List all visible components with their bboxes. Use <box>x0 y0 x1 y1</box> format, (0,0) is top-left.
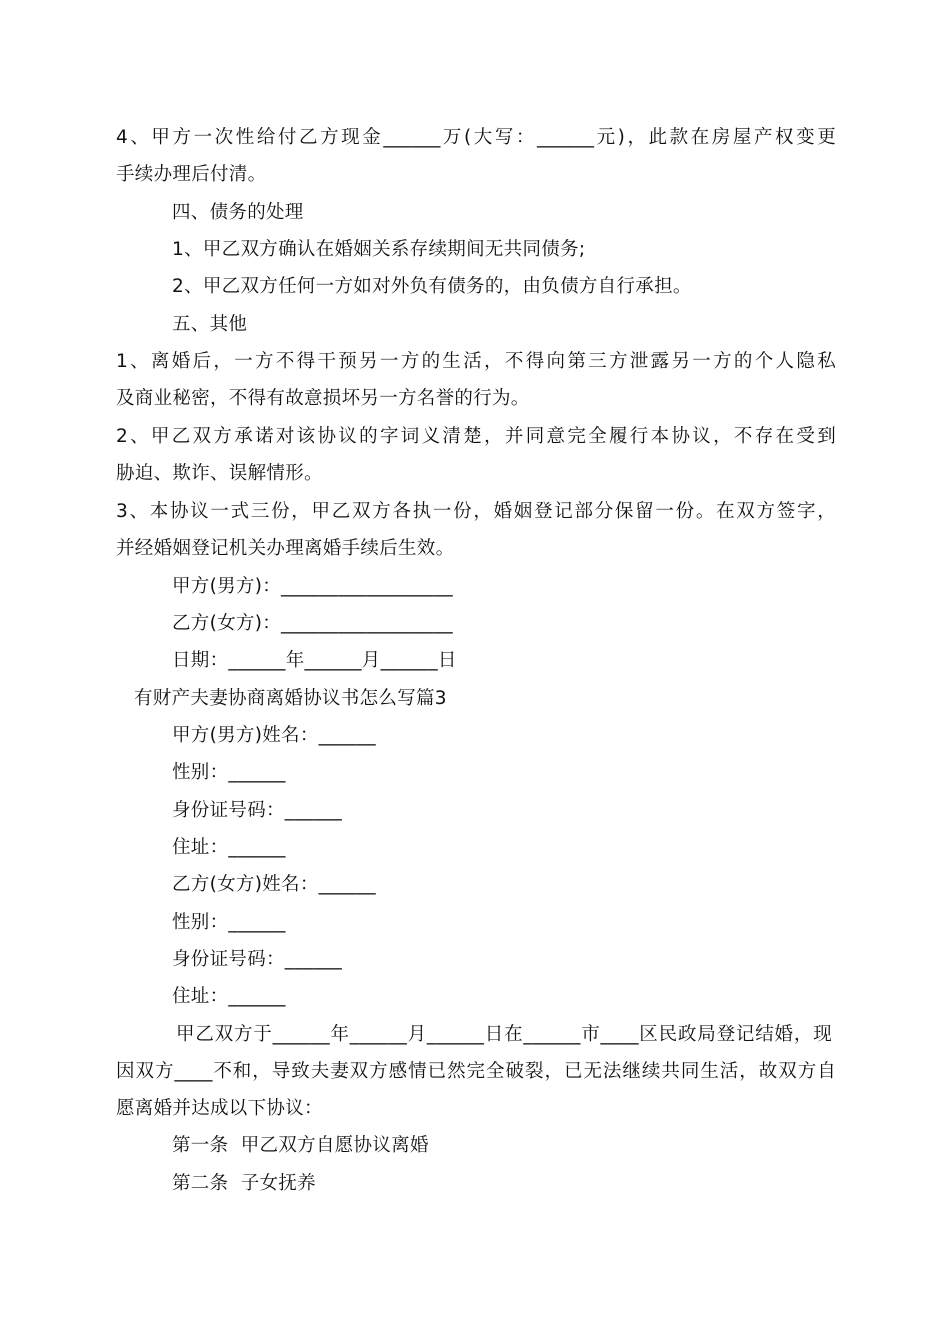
debt-clause-2: 2、甲乙双方任何一方如对外负有债务的，由负债方自行承担。 <box>172 276 692 297</box>
heading-other: 五、其他 <box>172 314 248 335</box>
article-2: 第二条 子女抚养 <box>172 1173 316 1194</box>
other-clause-2-continued: 胁迫、欺诈、误解情形。 <box>116 463 323 484</box>
party-a-address: 住址：______ <box>172 837 286 858</box>
party-b-gender: 性别：______ <box>172 912 286 933</box>
marriage-intro-continued-1: 因双方____不和，导致夫妻双方感情已然完全破裂，已无法继续共同生活，故双方自 <box>116 1061 836 1082</box>
article-1: 第一条 甲乙双方自愿协议离婚 <box>172 1135 429 1156</box>
party-b-address: 住址：______ <box>172 986 286 1007</box>
other-clause-1-continued: 及商业秘密，不得有故意损坏另一方名誉的行为。 <box>116 388 530 409</box>
marriage-intro-continued-2: 愿离婚并达成以下协议： <box>116 1098 323 1119</box>
marriage-intro: 甲乙双方于______年______月______日在______市____区民政局登记结婚，现 <box>176 1024 832 1045</box>
signature-party-a: 甲方(男方)：__________________ <box>172 576 453 597</box>
party-a-gender: 性别：______ <box>172 762 286 783</box>
party-a-name: 甲方(男方)姓名：______ <box>172 725 376 746</box>
other-clause-3-continued: 并经婚姻登记机关办理离婚手续后生效。 <box>116 538 455 559</box>
other-clause-3: 3、本协议一式三份，甲乙双方各执一份，婚姻登记部分保留一份。在双方签字， <box>116 501 836 522</box>
other-clause-1: 1、离婚后，一方不得干预另一方的生活，不得向第三方泄露另一方的个人隐私 <box>116 351 836 372</box>
party-b-name: 乙方(女方)姓名：______ <box>172 874 376 895</box>
signature-date: 日期：______年______月______日 <box>172 650 457 671</box>
debt-clause-1: 1、甲乙双方确认在婚姻关系存续期间无共同债务; <box>172 239 586 260</box>
signature-party-b: 乙方(女方)：__________________ <box>172 613 453 634</box>
heading-debt-handling: 四、债务的处理 <box>172 202 304 223</box>
party-a-id-number: 身份证号码：______ <box>172 800 343 821</box>
section-title: 有财产夫妻协商离婚协议书怎么写篇3 <box>134 688 447 709</box>
other-clause-2: 2、甲乙双方承诺对该协议的字词义清楚，并同意完全履行本协议，不存在受到 <box>116 426 836 447</box>
party-b-id-number: 身份证号码：______ <box>172 949 343 970</box>
clause-4-cash-payment-continued: 手续办理后付清。 <box>116 164 267 185</box>
clause-4-cash-payment: 4、甲方一次性给付乙方现金______万(大写：______元)，此款在房屋产权变更 <box>116 127 836 148</box>
